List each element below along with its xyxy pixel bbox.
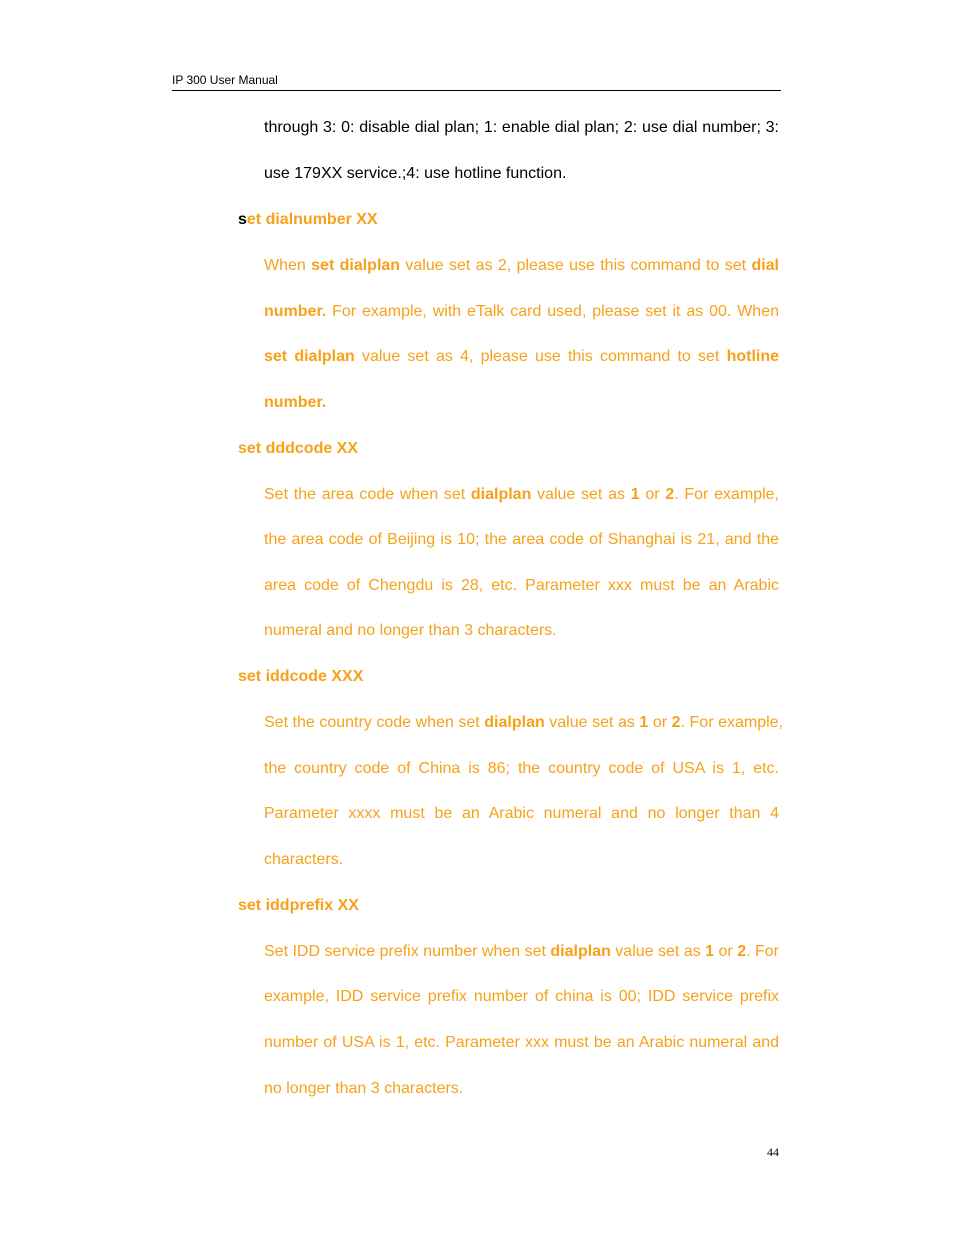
dddcode-line-2: the area code of Beijing is 10; the area code of Shanghai is 21, and the — [264, 531, 779, 548]
iddprefix-line-3: number of USA is 1, etc. Parameter xxx must be an Arabic numeral and — [264, 1034, 779, 1051]
iddprefix-line-4: no longer than 3 characters. — [264, 1080, 464, 1097]
iddprefix-line-2: example, IDD service prefix number of china is 00; IDD service prefix — [264, 988, 779, 1005]
iddcode-line-4: characters. — [264, 851, 344, 868]
heading-set-dialnumber — [238, 210, 378, 230]
dddcode-line-3: area code of Chengdu is 28, etc. Parameter xxx must be an Arabic — [264, 577, 779, 594]
heading-rest: et dialnumber XX — [246, 211, 378, 228]
iddprefix-line-1: Set IDD service prefix number when set dialplan value set as 1 or 2. For — [264, 943, 780, 960]
dddcode-line-1: Set the area code when set dialplan value set as 1 or 2. For example, — [264, 486, 780, 503]
page-header — [172, 72, 781, 91]
intro-line-2: use 179XX service.;4: use hotline function. — [264, 165, 567, 182]
dialnumber-line-4: number. — [264, 394, 327, 411]
intro-line-1: through 3: 0: disable dial plan; 1: enable dial plan; 2: use dial number; 3: — [264, 119, 779, 136]
dddcode-line-4: numeral and no longer than 3 characters. — [264, 622, 557, 639]
heading-set-iddcode: set iddcode XXX — [238, 668, 364, 685]
heading-first-letter: s — [238, 211, 247, 228]
dialnumber-line-2: number. For example, with eTalk card used, please set it as 00. When — [264, 303, 779, 320]
page-number: 44 — [767, 1145, 779, 1159]
heading-set-dddcode: set dddcode XX — [238, 440, 359, 457]
iddcode-line-2: the country code of China is 86; the country code of USA is 1, etc. — [264, 760, 779, 777]
iddcode-line-3: Parameter xxxx must be an Arabic numeral and no longer than 4 — [264, 805, 779, 822]
manual-title: IP 300 User Manual — [172, 73, 278, 87]
dialnumber-line-3: set dialplan value set as 4, please use this command to set hotline — [264, 348, 779, 365]
heading-set-iddprefix: set iddprefix XX — [238, 897, 359, 914]
dialnumber-line-1: When set dialplan value set as 2, please use this command to set dial — [264, 257, 779, 274]
iddcode-line-1: Set the country code when set dialplan value set as 1 or 2. For example, — [264, 714, 784, 731]
